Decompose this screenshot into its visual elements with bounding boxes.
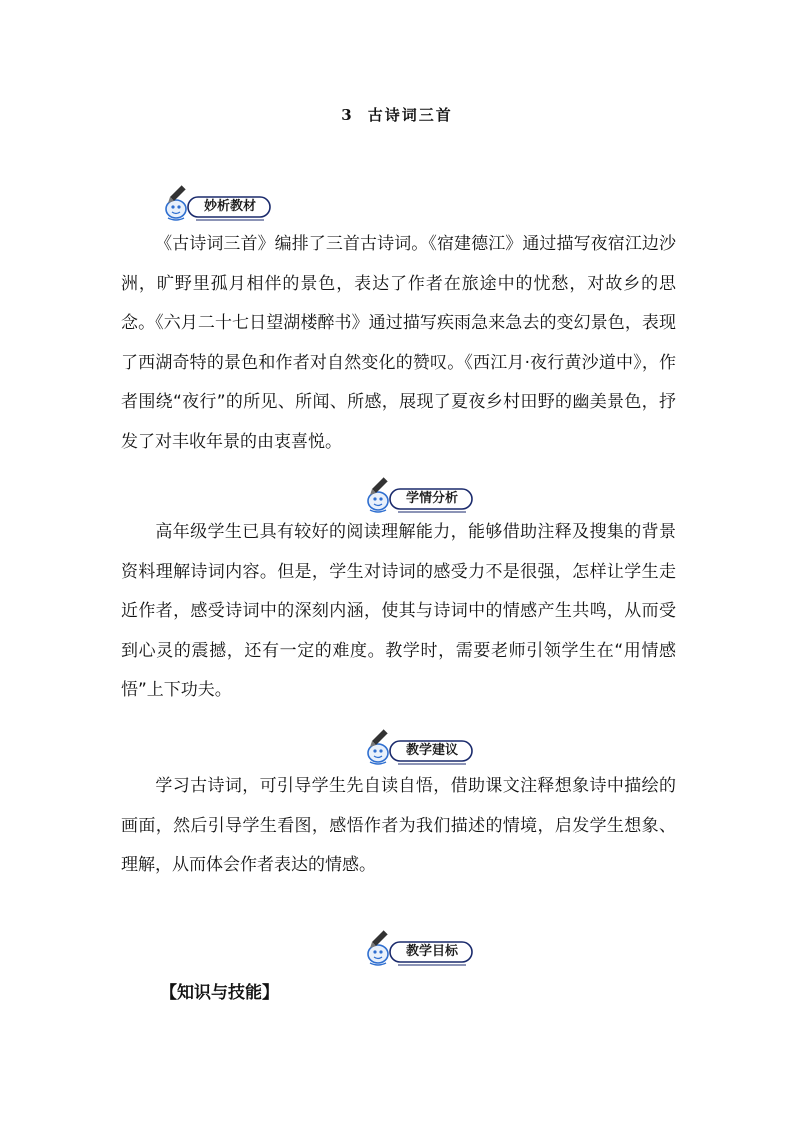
lesson-title: 古诗词三首 [367,106,453,124]
section-badge-student-analysis [360,474,478,514]
badge-label: 教学目标 [405,944,458,959]
paragraph-text: 高年级学生已具有较好的阅读理解能力，能够借助注释及搜集的背景资料理解诗词内容。但是，学生对诗词的感受力不是很强，怎样让学生走近作者，感受诗词中的深刻内涵，使其与诗词中的情感产生共鸣，从而受到心灵的震撼，还有一定的难度。教学时，需要老师引领学生在“用情感悟”上下功夫。 [121,522,676,700]
section-badge-textbook-analysis [158,182,276,222]
badge-label: 妙析教材 [203,199,256,214]
page-title [0,104,794,125]
paragraph-textbook-analysis [121,225,676,462]
paragraph-teaching-suggestions [121,767,676,886]
paragraph-text: 《古诗词三首》编排了三首古诗词。《宿建德江》通过描写夜宿江边沙洲，旷野里孤月相伴的景色，表达了作者在旅途中的忧愁，对故乡的思念。《六月二十七日望湖楼醉书》通过描写疾雨急来急去的变幻景色，表现了西湖奇特的景色和作者对自然变化的赞叹。《西江月·夜行黄沙道中》，作者围绕“夜行”的所见、所闻、所感，展现了夏夜乡村田野的幽美景色，抒发了对丰收年景的由衷喜悦。 [121,234,676,452]
lesson-number: 3 [341,106,354,124]
badge-label: 学情分析 [405,491,458,506]
section-badge-teaching-suggestions [360,726,478,766]
paragraph-student-analysis [121,513,676,711]
paragraph-text: 学习古诗词，可引导学生先自读自悟，借助课文注释想象诗中描绘的画面，然后引导学生看图，感悟作者为我们描述的情境，启发学生想象、理解，从而体会作者表达的情感。 [121,776,676,875]
section-badge-teaching-objectives [360,927,478,967]
badge-label: 教学建议 [405,743,458,758]
subheading-knowledge-skills: 【知识与技能】 [160,983,279,1003]
